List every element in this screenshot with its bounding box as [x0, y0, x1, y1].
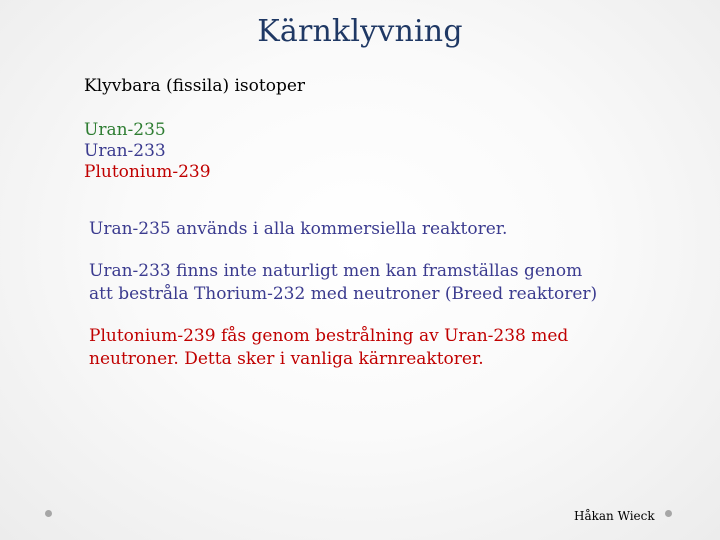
author-footer: Håkan Wieck — [574, 509, 655, 523]
isotope-uran-233: Uran-233 — [84, 141, 166, 161]
bullet-dot-right-icon — [665, 510, 672, 517]
paragraph-plutonium-239: Plutonium-239 fås genom bestrålning av Uran-238 med neutroner. Detta sker i vanliga kärnreaktorer. — [89, 326, 569, 369]
isotope-uran-235: Uran-235 — [84, 120, 166, 140]
subtitle: Klyvbara (fissila) isotoper — [84, 76, 306, 96]
isotope-plutonium-239: Plutonium-239 — [84, 162, 211, 182]
slide-title: Kärnklyvning — [257, 14, 463, 49]
isotope-list — [84, 120, 211, 183]
paragraph-uran-235: Uran-235 används i alla kommersiella reaktorer. — [89, 219, 508, 239]
paragraph-uran-233: Uran-233 finns inte naturligt men kan framställas genom att bestråla Thorium-232 med neutroner (Breed reaktorer) — [89, 261, 598, 304]
bullet-dot-left-icon — [45, 510, 52, 517]
